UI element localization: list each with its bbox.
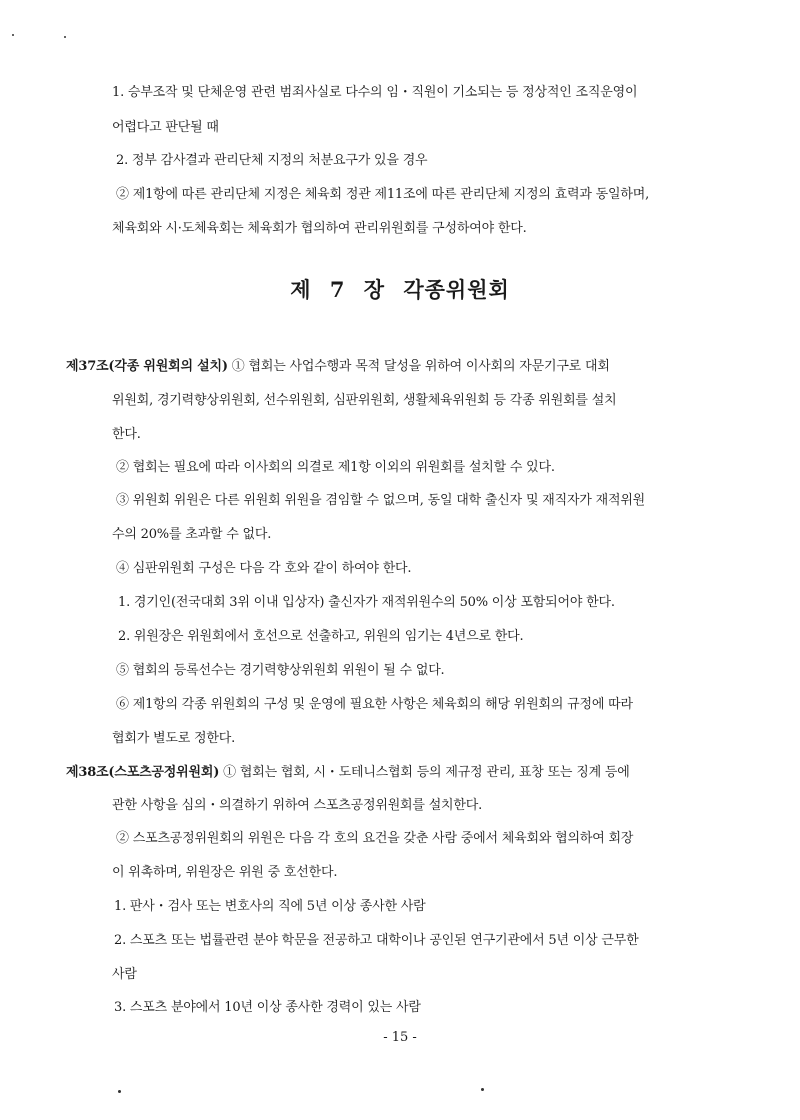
item-2: 2. 정부 감사결과 관리단체 지정의 처분요구가 있을 경우 [116,153,428,168]
item-1-line-1: 1. 승부조작 및 단체운영 관련 범죄사실로 다수의 임・직원이 기소되는 등 정상적인 조직운영이 [112,85,638,100]
paragraph-2-line-1: ② 제1항에 따른 관리단체 지정은 체육회 정관 제11조에 따른 관리단체 지정의 효력과 동일하며, [116,187,650,202]
article-37-para-5: ⑤ 협회의 등록선수는 경기력향상위원회 위원이 될 수 없다. [116,663,445,678]
scan-speck [12,34,14,36]
article-37-line-2: 위원회, 경기력향상위원회, 선수위원회, 심판위원회, 생활체육위원회 등 각종 위원회를 설치 [112,393,617,408]
item-1-line-2: 어렵다고 판단될 때 [112,120,219,135]
article-38-item-3: 3. 스포츠 분야에서 10년 이상 종사한 경력이 있는 사람 [114,1000,421,1015]
article-37-line-3: 한다. [112,427,141,442]
article-37-line-1 [66,358,610,376]
article-38-para-2-line-1: ② 스포츠공정위원회의 위원은 다음 각 호의 요건을 갖춘 사람 중에서 체육회와 협의하여 회장 [116,831,634,846]
article-38-item-2-line-1: 2. 스포츠 또는 법률관련 분야 학문을 전공하고 대학이나 공인된 연구기관에서 5년 이상 근무한 [114,933,639,948]
page-number: - 15 - [383,1030,417,1045]
paragraph-2-line-2: 체육회와 시·도체육회는 체육회가 협의하여 관리위원회를 구성하여야 한다. [112,221,527,236]
chapter-title: 제 7 장 각종위원회 [290,277,510,302]
article-37-item-2: 2. 위원장은 위원회에서 호선으로 선출하고, 위원의 임기는 4년으로 한다. [118,629,524,644]
article-37-para-6-line-1: ⑥ 제1항의 각종 위원회의 구성 및 운영에 필요한 사항은 체육회의 해당 위원회의 규정에 따라 [116,697,633,712]
article-37-text: ① 협회는 사업수행과 목적 달성을 위하여 이사회의 자문기구로 대회 [231,359,610,374]
article-37-para-3-line-2: 수의 20%를 초과할 수 없다. [112,527,272,542]
article-38-title: 제38조(스포츠공정위원회) [66,765,220,780]
scan-speck [481,1088,484,1091]
article-38-line-2: 관한 사항을 심의・의결하기 위하여 스포츠공정위원회를 설치한다. [112,798,483,813]
article-38-item-2-line-2: 사람 [112,967,137,982]
article-37-para-2: ② 협회는 필요에 따라 이사회의 의결로 제1항 이외의 위원회를 설치할 수 있다. [116,460,555,475]
article-38-line-1 [66,764,630,782]
scan-speck [64,36,66,38]
article-38-para-2-line-2: 이 위촉하며, 위원장은 위원 중 호선한다. [112,865,338,880]
article-38-text: ① 협회는 협회, 시・도테니스협회 등의 제규정 관리, 표창 또는 징계 등에 [223,765,630,780]
scan-speck [118,1090,121,1093]
article-37-para-4: ④ 심판위원회 구성은 다음 각 호와 같이 하여야 한다. [116,561,412,576]
article-38-item-1: 1. 판사・검사 또는 변호사의 직에 5년 이상 종사한 사람 [114,899,426,914]
article-37-para-3-line-1: ③ 위원회 위원은 다른 위원회 위원을 겸임할 수 없으며, 동일 대학 출신자 및 재직자가 재적위원 [116,493,646,508]
article-37-item-1: 1. 경기인(전국대회 3위 이내 입상자) 출신자가 재적위원수의 50% 이상 포함되어야 한다. [118,595,615,610]
article-37-para-6-line-2: 협회가 별도로 정한다. [112,731,236,746]
article-37-title: 제37조(각종 위원회의 설치) [66,359,228,374]
